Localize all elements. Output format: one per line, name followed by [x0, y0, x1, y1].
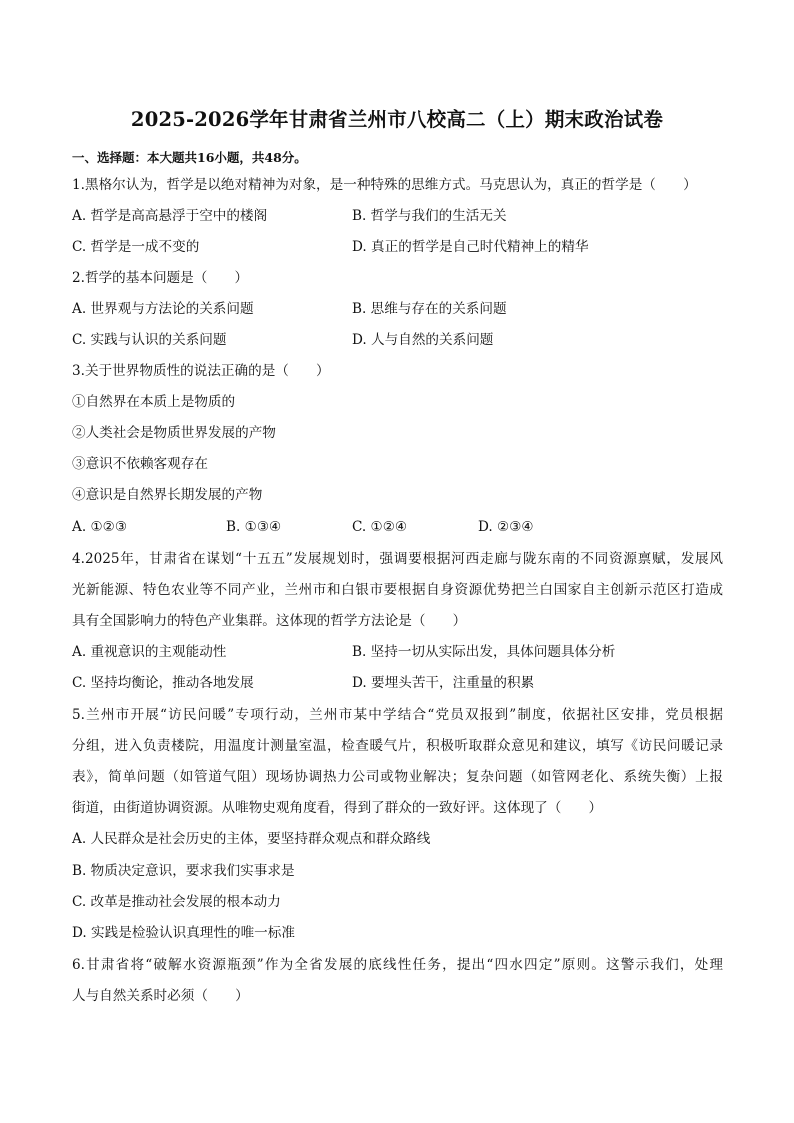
question-6-stem-line-2: 人与自然关系时必须（ ）: [72, 988, 249, 1004]
question-4-stem-line-1: 4.2025年，甘肃省在谋划“十五五”发展规划时，强调要根据河西走廊与陇东南的不同资源禀赋，发展风: [72, 551, 723, 567]
question-5-stem-line-3: 表》，简单问题（如管道气阻）现场协调热力公司或物业解决；复杂问题（如管网老化、系统失衡）上报: [72, 769, 723, 785]
question-3-option-b: B. ①③④: [226, 519, 282, 535]
question-5-stem-line-2: 分组，进入负责楼院，用温度计测量室温，检查暖气片，积极听取群众意见和建议，填写《访民问暖记录: [72, 738, 723, 754]
question-1-option-c: C. 哲学是一成不变的: [72, 239, 200, 255]
question-5-stem-line-1: 5.兰州市开展“访民问暖”专项行动，兰州市某中学结合“党员双报到”制度，依据社区安排，党员根据: [72, 707, 723, 723]
question-3-option-c: C. ①②④: [352, 519, 408, 535]
question-3-option-d: D. ②③④: [478, 519, 534, 535]
question-2-option-c: C. 实践与认识的关系问题: [72, 332, 227, 348]
question-6-stem-line-1: 6.甘肃省将“破解水资源瓶颈”作为全省发展的底线性任务，提出“四水四定”原则。这警示我们，处理: [72, 957, 723, 973]
question-2-option-a: A. 世界观与方法论的关系问题: [72, 301, 254, 317]
question-5-option-a: A. 人民群众是社会历史的主体，要坚持群众观点和群众路线: [72, 831, 431, 847]
question-1-option-b: B. 哲学与我们的生活无关: [352, 208, 507, 224]
question-3-statement-3: ③意识不依赖客观存在: [72, 456, 208, 472]
question-2-option-d: D. 人与自然的关系问题: [352, 332, 494, 348]
section-heading: 一、选择题：本大题共16小题，共48分。: [72, 150, 307, 165]
question-3-option-a: A. ①②③: [72, 519, 128, 535]
page-title: 2025-2026学年甘肃省兰州市八校高二（上）期末政治试卷: [130, 108, 664, 131]
question-1-stem: 1.黑格尔认为，哲学是以绝对精神为对象，是一种特殊的思维方式。马克思认为，真正的哲学是（ ）: [72, 177, 697, 193]
question-4-option-a: A. 重视意识的主观能动性: [72, 644, 227, 660]
question-4-option-b: B. 坚持一切从实际出发，具体问题具体分析: [352, 644, 616, 660]
question-5-option-d: D. 实践是检验认识真理性的唯一标准: [72, 925, 295, 941]
question-1-option-d: D. 真正的哲学是自己时代精神上的精华: [352, 239, 589, 255]
question-5-stem-line-4: 街道，由街道协调资源。从唯物史观角度看，得到了群众的一致好评。这体现了（ ）: [72, 800, 603, 816]
question-3-statement-1: ①自然界在本质上是物质的: [72, 394, 236, 410]
question-5-option-b: B. 物质决定意识，要求我们实事求是: [72, 863, 295, 879]
question-4-option-c: C. 坚持均衡论，推动各地发展: [72, 675, 254, 691]
question-4-stem-line-2: 光新能源、特色农业等不同产业，兰州市和白银市要根据自身资源优势把兰白国家自主创新示范区打造成: [72, 582, 723, 598]
question-2-stem: 2.哲学的基本问题是（ ）: [72, 270, 249, 286]
question-3-stem: 3.关于世界物质性的说法正确的是（ ）: [72, 363, 330, 379]
question-3-statement-2: ②人类社会是物质世界发展的产物: [72, 425, 276, 441]
question-1-option-a: A. 哲学是高高悬浮于空中的楼阁: [72, 208, 268, 224]
question-3-statement-4: ④意识是自然界长期发展的产物: [72, 487, 263, 503]
question-2-option-b: B. 思维与存在的关系问题: [352, 301, 507, 317]
question-4-option-d: D. 要埋头苦干，注重量的积累: [352, 675, 535, 691]
question-4-stem-line-3: 具有全国影响力的特色产业集群。这体现的哲学方法论是（ ）: [72, 613, 467, 629]
question-5-option-c: C. 改革是推动社会发展的根本动力: [72, 894, 281, 910]
